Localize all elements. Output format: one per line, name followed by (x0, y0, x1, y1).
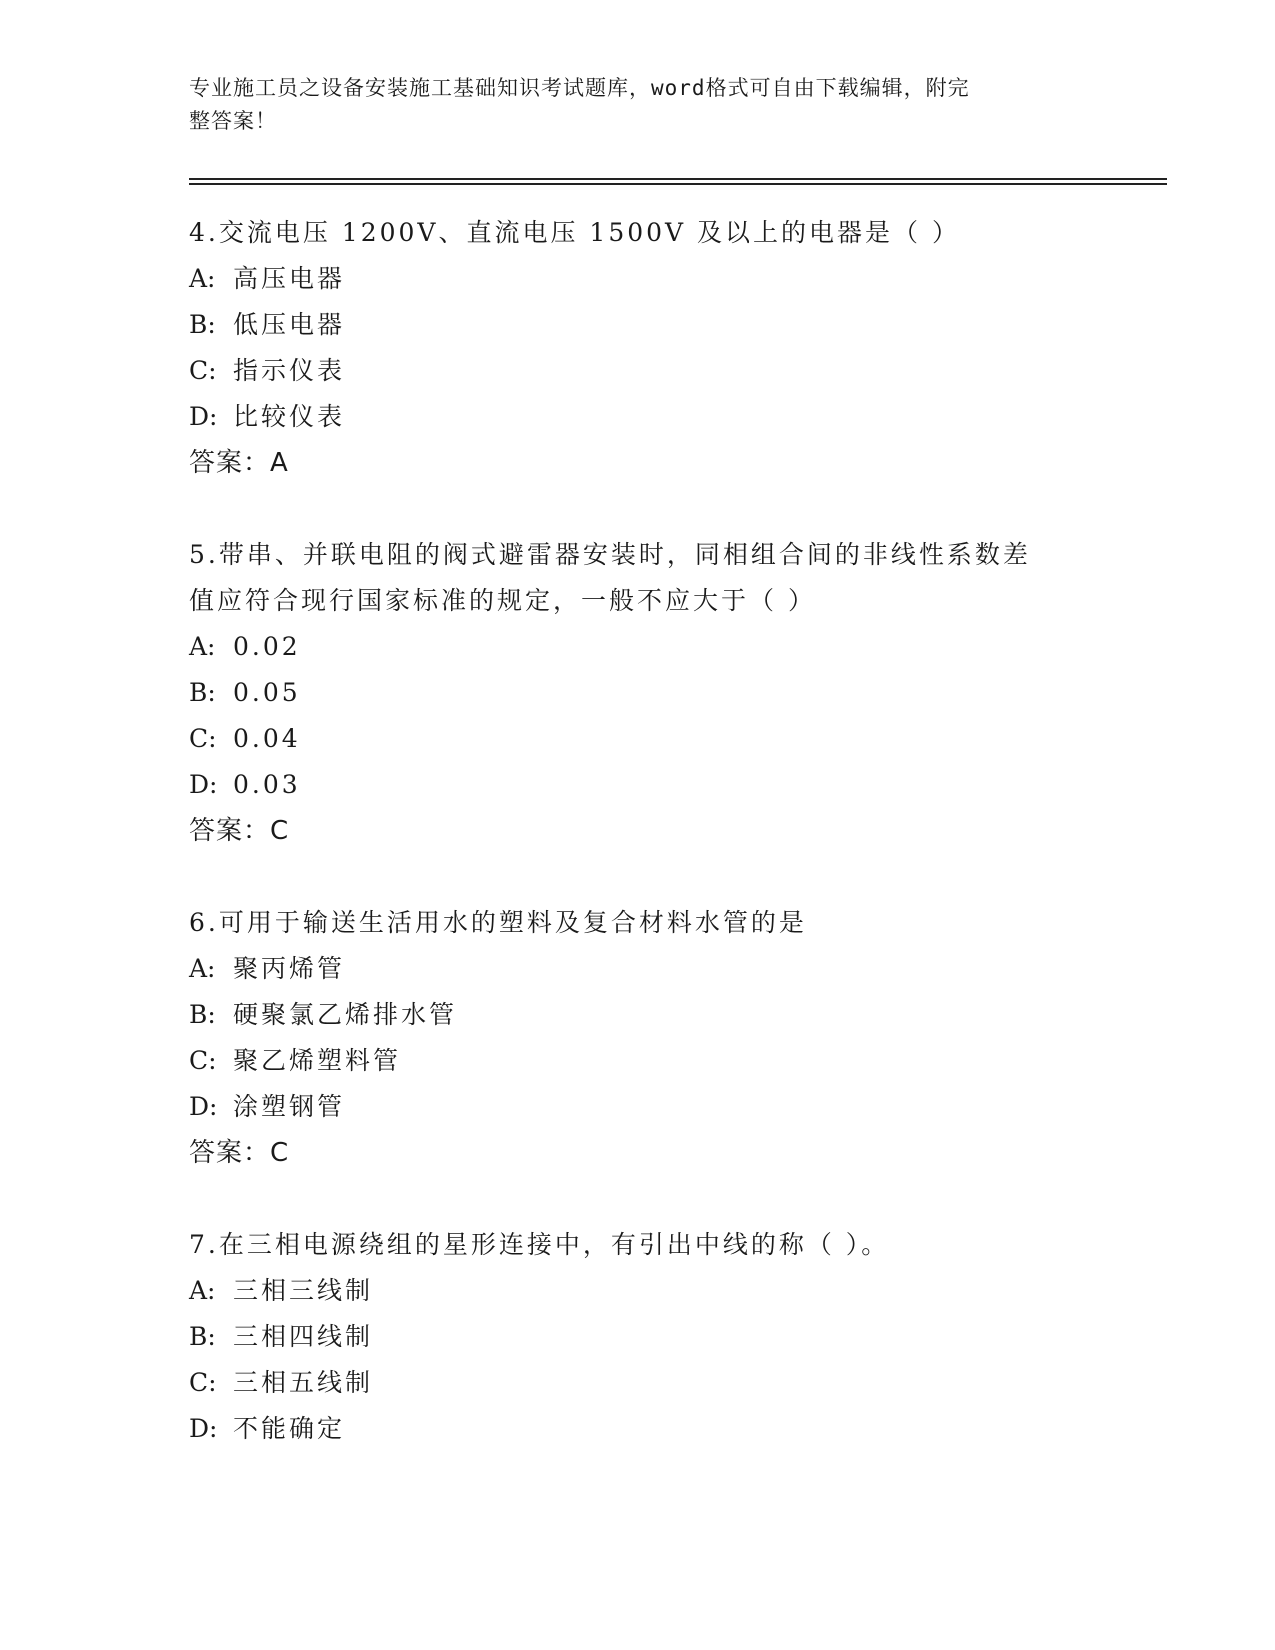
option-letter: B: (189, 1000, 216, 1029)
option-b (189, 1314, 1089, 1360)
option-text: 不能确定 (233, 1414, 346, 1443)
option-text: 聚乙烯塑料管 (233, 1046, 402, 1075)
question-stem: 4.交流电压 1200V、直流电压 1500V 及以上的电器是（ ） (189, 218, 960, 247)
header-line-1: 专业施工员之设备安装施工基础知识考试题库，word格式可自由下载编辑，附完 (189, 76, 970, 100)
option-text: 比较仪表 (233, 402, 346, 431)
option-a (189, 256, 1089, 302)
option-text: 三相四线制 (233, 1322, 374, 1351)
answer-line: 答案：C (189, 816, 290, 846)
question-stem: 6.可用于输送生活用水的塑料及复合材料水管的是 (189, 908, 807, 937)
question-list (189, 210, 1089, 1498)
option-letter: B: (189, 1322, 216, 1351)
option-text: 硬聚氯乙烯排水管 (233, 1000, 458, 1029)
option-letter: D: (189, 1092, 218, 1121)
option-b (189, 670, 1089, 716)
option-letter: C: (189, 356, 217, 385)
option-letter: A: (189, 954, 216, 983)
option-c (189, 1360, 1089, 1406)
option-d (189, 1084, 1089, 1130)
option-letter: A: (189, 632, 216, 661)
header-divider-bottom (189, 183, 1167, 185)
option-text: 高压电器 (233, 264, 346, 293)
answer-line: 答案：A (189, 448, 289, 478)
question-4 (189, 210, 1089, 486)
header-line-2: 整答案！ (189, 109, 277, 133)
option-text: 聚丙烯管 (233, 954, 346, 983)
question-stem: 7.在三相电源绕组的星形连接中，有引出中线的称（ ）。 (189, 1230, 890, 1259)
option-b (189, 992, 1089, 1038)
option-letter: B: (189, 678, 216, 707)
option-letter: A: (189, 264, 216, 293)
question-5 (189, 532, 1089, 854)
option-text: 0.03 (233, 770, 301, 799)
answer-line: 答案：C (189, 1138, 290, 1168)
option-b (189, 302, 1089, 348)
option-letter: D: (189, 770, 218, 799)
option-text: 0.05 (233, 678, 301, 707)
option-text: 0.02 (233, 632, 301, 661)
option-letter: D: (189, 402, 218, 431)
option-text: 三相五线制 (233, 1368, 374, 1397)
question-stem-line-2: 值应符合现行国家标准的规定，一般不应大于（ ） (189, 586, 816, 615)
option-letter: C: (189, 1046, 217, 1075)
question-stem-line-1: 5.带串、并联电阻的阀式避雷器安装时，同相组合间的非线性系数差 (189, 540, 1031, 569)
option-d (189, 1406, 1089, 1452)
option-text: 指示仪表 (233, 356, 346, 385)
option-letter: C: (189, 1368, 217, 1397)
option-text: 涂塑钢管 (233, 1092, 346, 1121)
document-header (189, 72, 1069, 138)
option-text: 低压电器 (233, 310, 346, 339)
option-d (189, 762, 1089, 808)
option-letter: D: (189, 1414, 218, 1443)
question-7 (189, 1222, 1089, 1452)
option-c (189, 1038, 1089, 1084)
question-6 (189, 900, 1089, 1176)
option-a (189, 946, 1089, 992)
option-letter: B: (189, 310, 216, 339)
option-c (189, 716, 1089, 762)
option-a (189, 1268, 1089, 1314)
option-letter: C: (189, 724, 217, 753)
option-letter: A: (189, 1276, 216, 1305)
header-divider-top (189, 178, 1167, 180)
option-a (189, 624, 1089, 670)
option-text: 0.04 (233, 724, 301, 753)
option-d (189, 394, 1089, 440)
option-c (189, 348, 1089, 394)
option-text: 三相三线制 (233, 1276, 374, 1305)
